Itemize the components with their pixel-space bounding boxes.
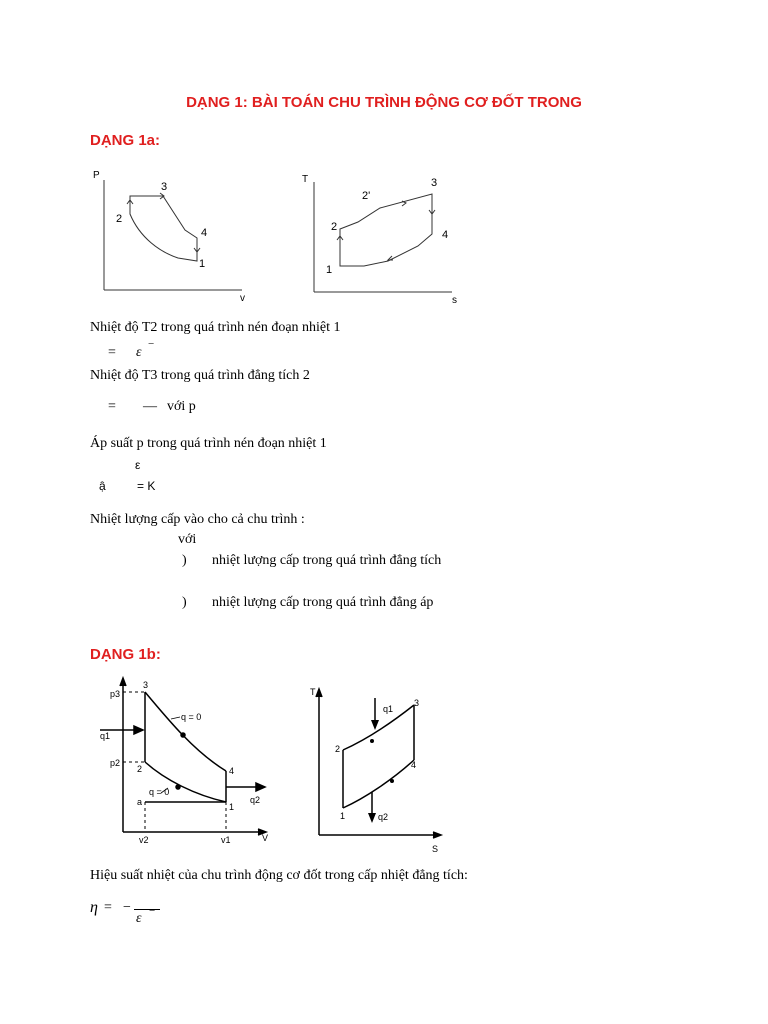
eta-equals: = <box>104 900 112 915</box>
ts2-point-2: 2 <box>335 744 341 754</box>
with-label: với <box>178 532 197 547</box>
eta-sup: − <box>149 905 156 917</box>
item1-paren: ) <box>182 553 187 568</box>
pv2-v-axis-label: V <box>262 833 269 843</box>
eq3-k: = K <box>137 479 156 493</box>
item2-paren: ) <box>182 595 187 610</box>
ts1-s-label: s <box>452 295 457 306</box>
eq1-epsilon: ε <box>136 345 142 360</box>
pv1-point-3: 3 <box>161 181 168 193</box>
pv2-point-3: 3 <box>143 680 149 690</box>
pv2-point-1: 1 <box>229 802 235 812</box>
pv2-p3-label: p3 <box>110 689 121 699</box>
eq1-sup: − <box>148 338 155 350</box>
ts2-q2-label: q2 <box>378 812 389 822</box>
eta-epsilon: ε <box>136 911 142 926</box>
section-heading-1a: DẠNG 1a: <box>90 132 161 149</box>
pv1-p-label: P <box>93 170 100 181</box>
pv2-point-a: a <box>137 797 143 807</box>
ts2-point-1: 1 <box>340 811 346 821</box>
ts2-t-label: T <box>310 687 316 697</box>
ts1-point-2p: 2' <box>362 190 371 202</box>
pv2-v1-label: v1 <box>221 835 231 845</box>
ts1-t-label: T <box>302 174 309 185</box>
ts2-s-label: S <box>432 844 439 854</box>
pv2-q0-upper: q = 0 <box>181 712 202 722</box>
text-line-1: Nhiệt độ T2 trong quá trình nén đoạn nhiệt 1 <box>90 320 341 335</box>
ts2-curve-4-1 <box>343 760 417 808</box>
text-line-2: Nhiệt độ T3 trong quá trình đẳng tích 2 <box>90 368 310 383</box>
pv2-q2-label: q2 <box>250 795 261 805</box>
ts1-point-3: 3 <box>431 177 438 189</box>
pv2-p2-label: p2 <box>110 758 121 768</box>
text-line-5: Hiệu suất nhiệt của chu trình động cơ đốt trong cấp nhiệt đẳng tích: <box>90 868 468 883</box>
pv2-q0-lower: q = 0 <box>149 787 170 797</box>
eta-symbol: η <box>90 899 98 916</box>
pv2-point-2: 2 <box>137 764 143 774</box>
eq2-equals: = <box>108 399 116 414</box>
eta-minus: − <box>123 900 131 915</box>
section-heading-1b: DẠNG 1b: <box>90 646 161 663</box>
pv1-point-2: 2 <box>116 213 123 225</box>
pv1-point-4: 4 <box>201 227 208 239</box>
ts1-point-1: 1 <box>326 264 333 276</box>
ts1-point-4: 4 <box>442 229 449 241</box>
item2-text: nhiệt lượng cấp trong quá trình đẳng áp <box>212 595 434 610</box>
pv2-q1-label: q1 <box>100 731 111 741</box>
pv1-point-1: 1 <box>199 258 206 270</box>
eta-fraction-bar <box>134 909 160 910</box>
text-line-4: Nhiệt lượng cấp vào cho cả chu trình : <box>90 512 305 527</box>
page-title: DẠNG 1: BÀI TOÁN CHU TRÌNH ĐỘNG CƠ ĐỐT TRONG <box>186 94 582 111</box>
ts2-q1-label: q1 <box>383 704 394 714</box>
pv2-v2-label: v2 <box>139 835 149 845</box>
eq1-equals: = <box>108 345 116 360</box>
eq2-fraction: — <box>143 399 157 414</box>
pv2-point-4: 4 <box>229 766 235 776</box>
ts2-point-3: 3 <box>414 698 420 708</box>
text-line-3: Áp suất p trong quá trình nén đoạn nhiệt 1 <box>90 436 327 451</box>
eq3-a: ậ <box>99 479 106 493</box>
pv1-v-label: v <box>240 293 245 304</box>
ts2-curve-2-3 <box>343 705 414 750</box>
eq3-epsilon: ε <box>135 458 141 472</box>
item1-text: nhiệt lượng cấp trong quá trình đẳng tích <box>212 553 442 568</box>
ts2-point-4: 4 <box>411 760 417 770</box>
ts1-point-2: 2 <box>331 221 338 233</box>
eq2-with-p: với p <box>167 399 196 414</box>
